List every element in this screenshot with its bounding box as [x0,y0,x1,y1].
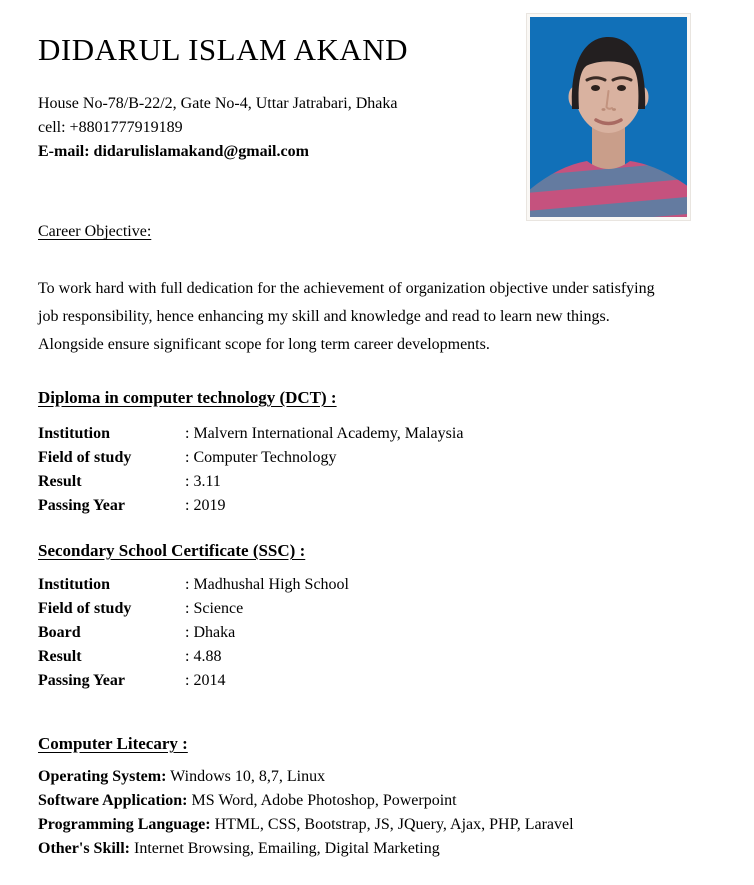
diploma-heading: Diploma in computer technology (DCT) : [38,388,337,407]
address-line: House No-78/B-22/2, Gate No-4, Uttar Jatrabari, Dhaka [38,95,398,112]
skill-label: Operating System: [38,768,167,785]
row-value: : Computer Technology [185,449,337,466]
row-value: : Madhushal High School [185,576,349,593]
row-label: Institution [38,425,111,442]
list-item [38,765,748,789]
row-value: : Malvern International Academy, Malaysia [185,425,464,442]
ssc-heading: Secondary School Certificate (SSC) : [38,541,306,560]
table-row [38,573,748,597]
list-item [38,789,748,813]
row-label: Field of study [38,600,132,617]
right-eye-shape [617,85,626,91]
row-label: Passing Year [38,497,125,514]
career-objective-heading: Career Objective: [38,223,152,240]
ssc-details [38,573,748,693]
table-row [38,494,748,518]
skill-value: Windows 10, 8,7, Linux [170,768,326,785]
table-row [38,621,748,645]
row-label: Field of study [38,449,132,466]
row-value: : 4.88 [185,648,222,665]
skill-value: Internet Browsing, Emailing, Digital Marketing [134,840,440,857]
email-line: E-mail: didarulislamakand@gmail.com [38,143,309,160]
row-label: Result [38,648,82,665]
row-label: Result [38,473,82,490]
table-row [38,645,748,669]
row-value: : Science [185,600,244,617]
applicant-photo [527,14,690,220]
table-row [38,422,748,446]
career-objective-paragraph [38,275,748,359]
row-value: : 2019 [185,497,226,514]
row-value: : 3.11 [185,473,221,490]
table-row [38,470,748,494]
cell-line: cell: +8801777919189 [38,119,183,136]
list-item [38,837,748,861]
objective-line: Alongside ensure significant scope for long term career developments. [38,336,490,353]
table-row [38,446,748,470]
list-item [38,813,748,837]
computer-literacy-heading: Computer Litecary : [38,734,188,753]
table-row [38,597,748,621]
applicant-name: DIDARUL ISLAM AKAND [38,32,409,67]
skill-value: MS Word, Adobe Photoshop, Powerpoint [191,792,457,809]
skill-label: Programming Language: [38,816,211,833]
skill-label: Software Application: [38,792,188,809]
skill-label: Other's Skill: [38,840,131,857]
left-eye-shape [591,85,600,91]
applicant-portrait-graphic [530,17,687,217]
row-value: : 2014 [185,672,226,689]
left-nostril-shape [602,108,606,111]
computer-literacy-list [38,765,748,861]
skill-value: HTML, CSS, Bootstrap, JS, JQuery, Ajax, PHP, Laravel [214,816,574,833]
row-label: Board [38,624,81,641]
objective-line: To work hard with full dedication for the achievement of organization objective under satisfying [38,280,655,297]
table-row [38,669,748,693]
row-label: Passing Year [38,672,125,689]
row-label: Institution [38,576,111,593]
row-value: : Dhaka [185,624,236,641]
diploma-details [38,422,748,518]
objective-line: job responsibility, hence enhancing my skill and knowledge and read to learn new things. [38,308,610,325]
right-nostril-shape [612,108,616,111]
